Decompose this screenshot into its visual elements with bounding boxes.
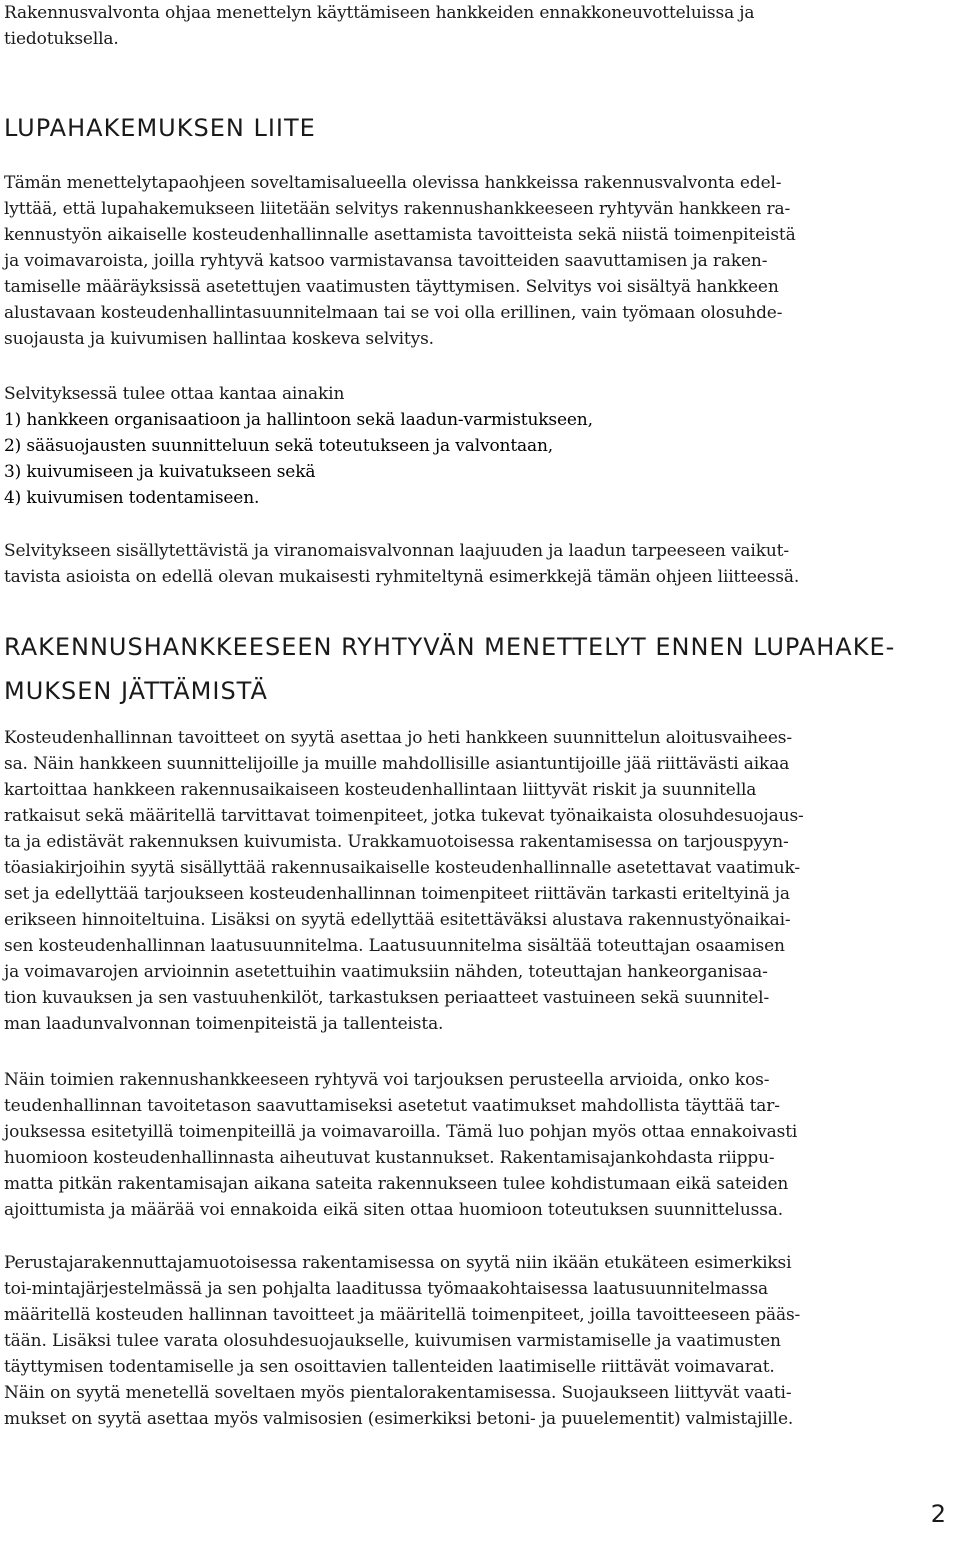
text-line: tion kuvauksen ja sen vastuuhenkilöt, tarkastuksen periaatteet vastuineen sekä suunnitel- xyxy=(4,988,770,1008)
text-line: suojausta ja kuivumisen hallintaa koskeva selvitys. xyxy=(4,329,434,349)
text-line: erikseen hinnoiteltuina. Lisäksi on syytä edellyttää esitettäväksi alustava rakennustyönaikai- xyxy=(4,910,791,930)
text-line: sa. Näin hankkeen suunnittelijoille ja muille mahdollisille asiantuntijoille jää riittävästi aikaa xyxy=(4,754,790,774)
text-line: sen kosteudenhallinnan laatusuunnitelma. Laatusuunnitelma sisältää toteuttajan osaamisen xyxy=(4,936,785,956)
text-line: lyttää, että lupahakemukseen liitetään selvitys rakennushankkeeseen ryhtyvän hankkeen ra- xyxy=(4,199,791,219)
text-line: mukset on syytä asettaa myös valmisosien (esimerkiksi betoni- ja puuelementit) valmistajille. xyxy=(4,1409,794,1429)
text-line: tamiselle määräyksissä asetettujen vaatimusten täyttymisen. Selvitys voi sisältyä hankkeen xyxy=(4,277,779,297)
text-line: töasiakirjoihin syytä sisällyttää rakennusaikaiselle kosteudenhallinnalle asetettavat vaatimuk- xyxy=(4,858,800,878)
list-item: 3) kuivumiseen ja kuivatukseen sekä xyxy=(4,462,316,482)
paragraph xyxy=(4,538,799,590)
text-line: alustavaan kosteudenhallintasuunnitelmaan tai se voi olla erillinen, vain työmaan olosuhde- xyxy=(4,303,783,323)
text-line: Selvityksessä tulee ottaa kantaa ainakin xyxy=(4,384,345,404)
text-line: tiedotuksella. xyxy=(4,29,119,49)
text-line: Perustajarakennuttajamuotoisessa rakentamisessa on syytä niin ikään etukäteen esimerkiksi xyxy=(4,1253,792,1273)
text-line: Näin on syytä menetellä soveltaen myös pientalorakentamisessa. Suojaukseen liittyvät vaati- xyxy=(4,1383,792,1403)
page-number: 2 xyxy=(930,1500,946,1528)
text-line: set ja edellyttää tarjoukseen kosteudenhallinnan toimenpiteet riittävän tarkasti eriteltyinä ja xyxy=(4,884,790,904)
paragraph-list xyxy=(4,381,593,511)
list-item: 1) hankkeen organisaatioon ja hallintoon sekä laadun-varmistukseen, xyxy=(4,410,593,430)
text-line: huomioon kosteudenhallinnasta aiheutuvat kustannukset. Rakentamisajankohdasta riippu- xyxy=(4,1148,775,1168)
text-line: jouksessa esitetyillä toimenpiteillä ja voimavaroilla. Tämä luo pohjan myös ottaa ennakoivasti xyxy=(4,1122,798,1142)
list-item: 2) sääsuojausten suunnitteluun sekä toteutukseen ja valvontaan, xyxy=(4,436,554,456)
text-line: teudenhallinnan tavoitetason saavuttamiseksi asetetut vaatimukset mahdollista täyttää tar- xyxy=(4,1096,780,1116)
text-line: kennustyön aikaiselle kosteudenhallinnalle asettamista tavoitteista sekä niistä toimenpiteistä xyxy=(4,225,796,245)
text-line: tavista asioista on edellä olevan mukaisesti ryhmiteltynä esimerkkejä tämän ohjeen liitteessä. xyxy=(4,567,800,587)
text-line: Rakennusvalvonta ohjaa menettelyn käyttämiseen hankkeiden ennakkoneuvotteluissa ja xyxy=(4,3,755,23)
text-line: toi-mintajärjestelmässä ja sen pohjalta laaditussa työmaakohtaisessa laatusuunnitelmassa xyxy=(4,1279,769,1299)
paragraph xyxy=(4,725,804,1037)
section-heading xyxy=(4,114,316,142)
text-line: Kosteudenhallinnan tavoitteet on syytä asettaa jo heti hankkeen suunnittelun aloitusvaihees- xyxy=(4,728,792,748)
paragraph xyxy=(4,170,796,352)
text-line: ajoittumista ja määrää voi ennakoida eikä siten ottaa huomioon toteutuksen suunnittelussa. xyxy=(4,1200,784,1220)
section-heading-line: RAKENNUSHANKKEESEEN RYHTYVÄN MENETTELYT ENNEN LUPAHAKE- xyxy=(4,633,896,661)
section-heading-line: MUKSEN JÄTTÄMISTÄ xyxy=(4,677,268,705)
text-line: täyttymisen todentamiselle ja sen osoittavien tallenteiden laatimiselle riittävät voimavarat. xyxy=(4,1357,775,1377)
section-heading-text: LUPAHAKEMUKSEN LIITE xyxy=(4,114,316,142)
text-line: Tämän menettelytapaohjeen soveltamisalueella olevissa hankkeissa rakennusvalvonta edel- xyxy=(4,173,782,193)
text-line: ja voimavarojen arvioinnin asetettuihin vaatimuksiin nähden, toteuttajan hankeorganisaa- xyxy=(4,962,768,982)
text-line: ta ja edistävät rakennuksen kuivumista. Urakkamuotoisessa rakentamisessa on tarjouspyyn- xyxy=(4,832,789,852)
text-line: tään. Lisäksi tulee varata olosuhdesuojaukselle, kuivumisen varmistamiselle ja vaatimusten xyxy=(4,1331,781,1351)
text-line: Näin toimien rakennushankkeeseen ryhtyvä voi tarjouksen perusteella arvioida, onko kos- xyxy=(4,1070,770,1090)
text-line: man laadunvalvonnan toimenpiteistä ja tallenteista. xyxy=(4,1014,444,1034)
text-line: matta pitkän rakentamisajan aikana sateita rakennukseen tulee kohdistumaan eikä sateiden xyxy=(4,1174,789,1194)
text-line: ratkaisut sekä määritellä tarvittavat toimenpiteet, jotka tukevat työnaikaista olosuhdesuojaus- xyxy=(4,806,804,826)
list-item: 4) kuivumisen todentamiseen. xyxy=(4,488,260,508)
section-heading xyxy=(4,625,895,713)
text-line: määritellä kosteuden hallinnan tavoitteet ja määritellä toimenpiteet, joilla tavoitteeseen pääs- xyxy=(4,1305,801,1325)
paragraph xyxy=(4,1067,797,1223)
text-line: ja voimavaroista, joilla ryhtyvä katsoo varmistavansa tavoitteiden saavuttamisen ja raken- xyxy=(4,251,768,271)
intro-paragraph xyxy=(4,0,754,52)
text-line: Selvitykseen sisällytettävistä ja viranomaisvalvonnan laajuuden ja laadun tarpeeseen vaikut- xyxy=(4,541,789,561)
text-line: kartoittaa hankkeen rakennusaikaiseen kosteudenhallintaan liittyvät riskit ja suunnitella xyxy=(4,780,757,800)
paragraph xyxy=(4,1250,800,1432)
